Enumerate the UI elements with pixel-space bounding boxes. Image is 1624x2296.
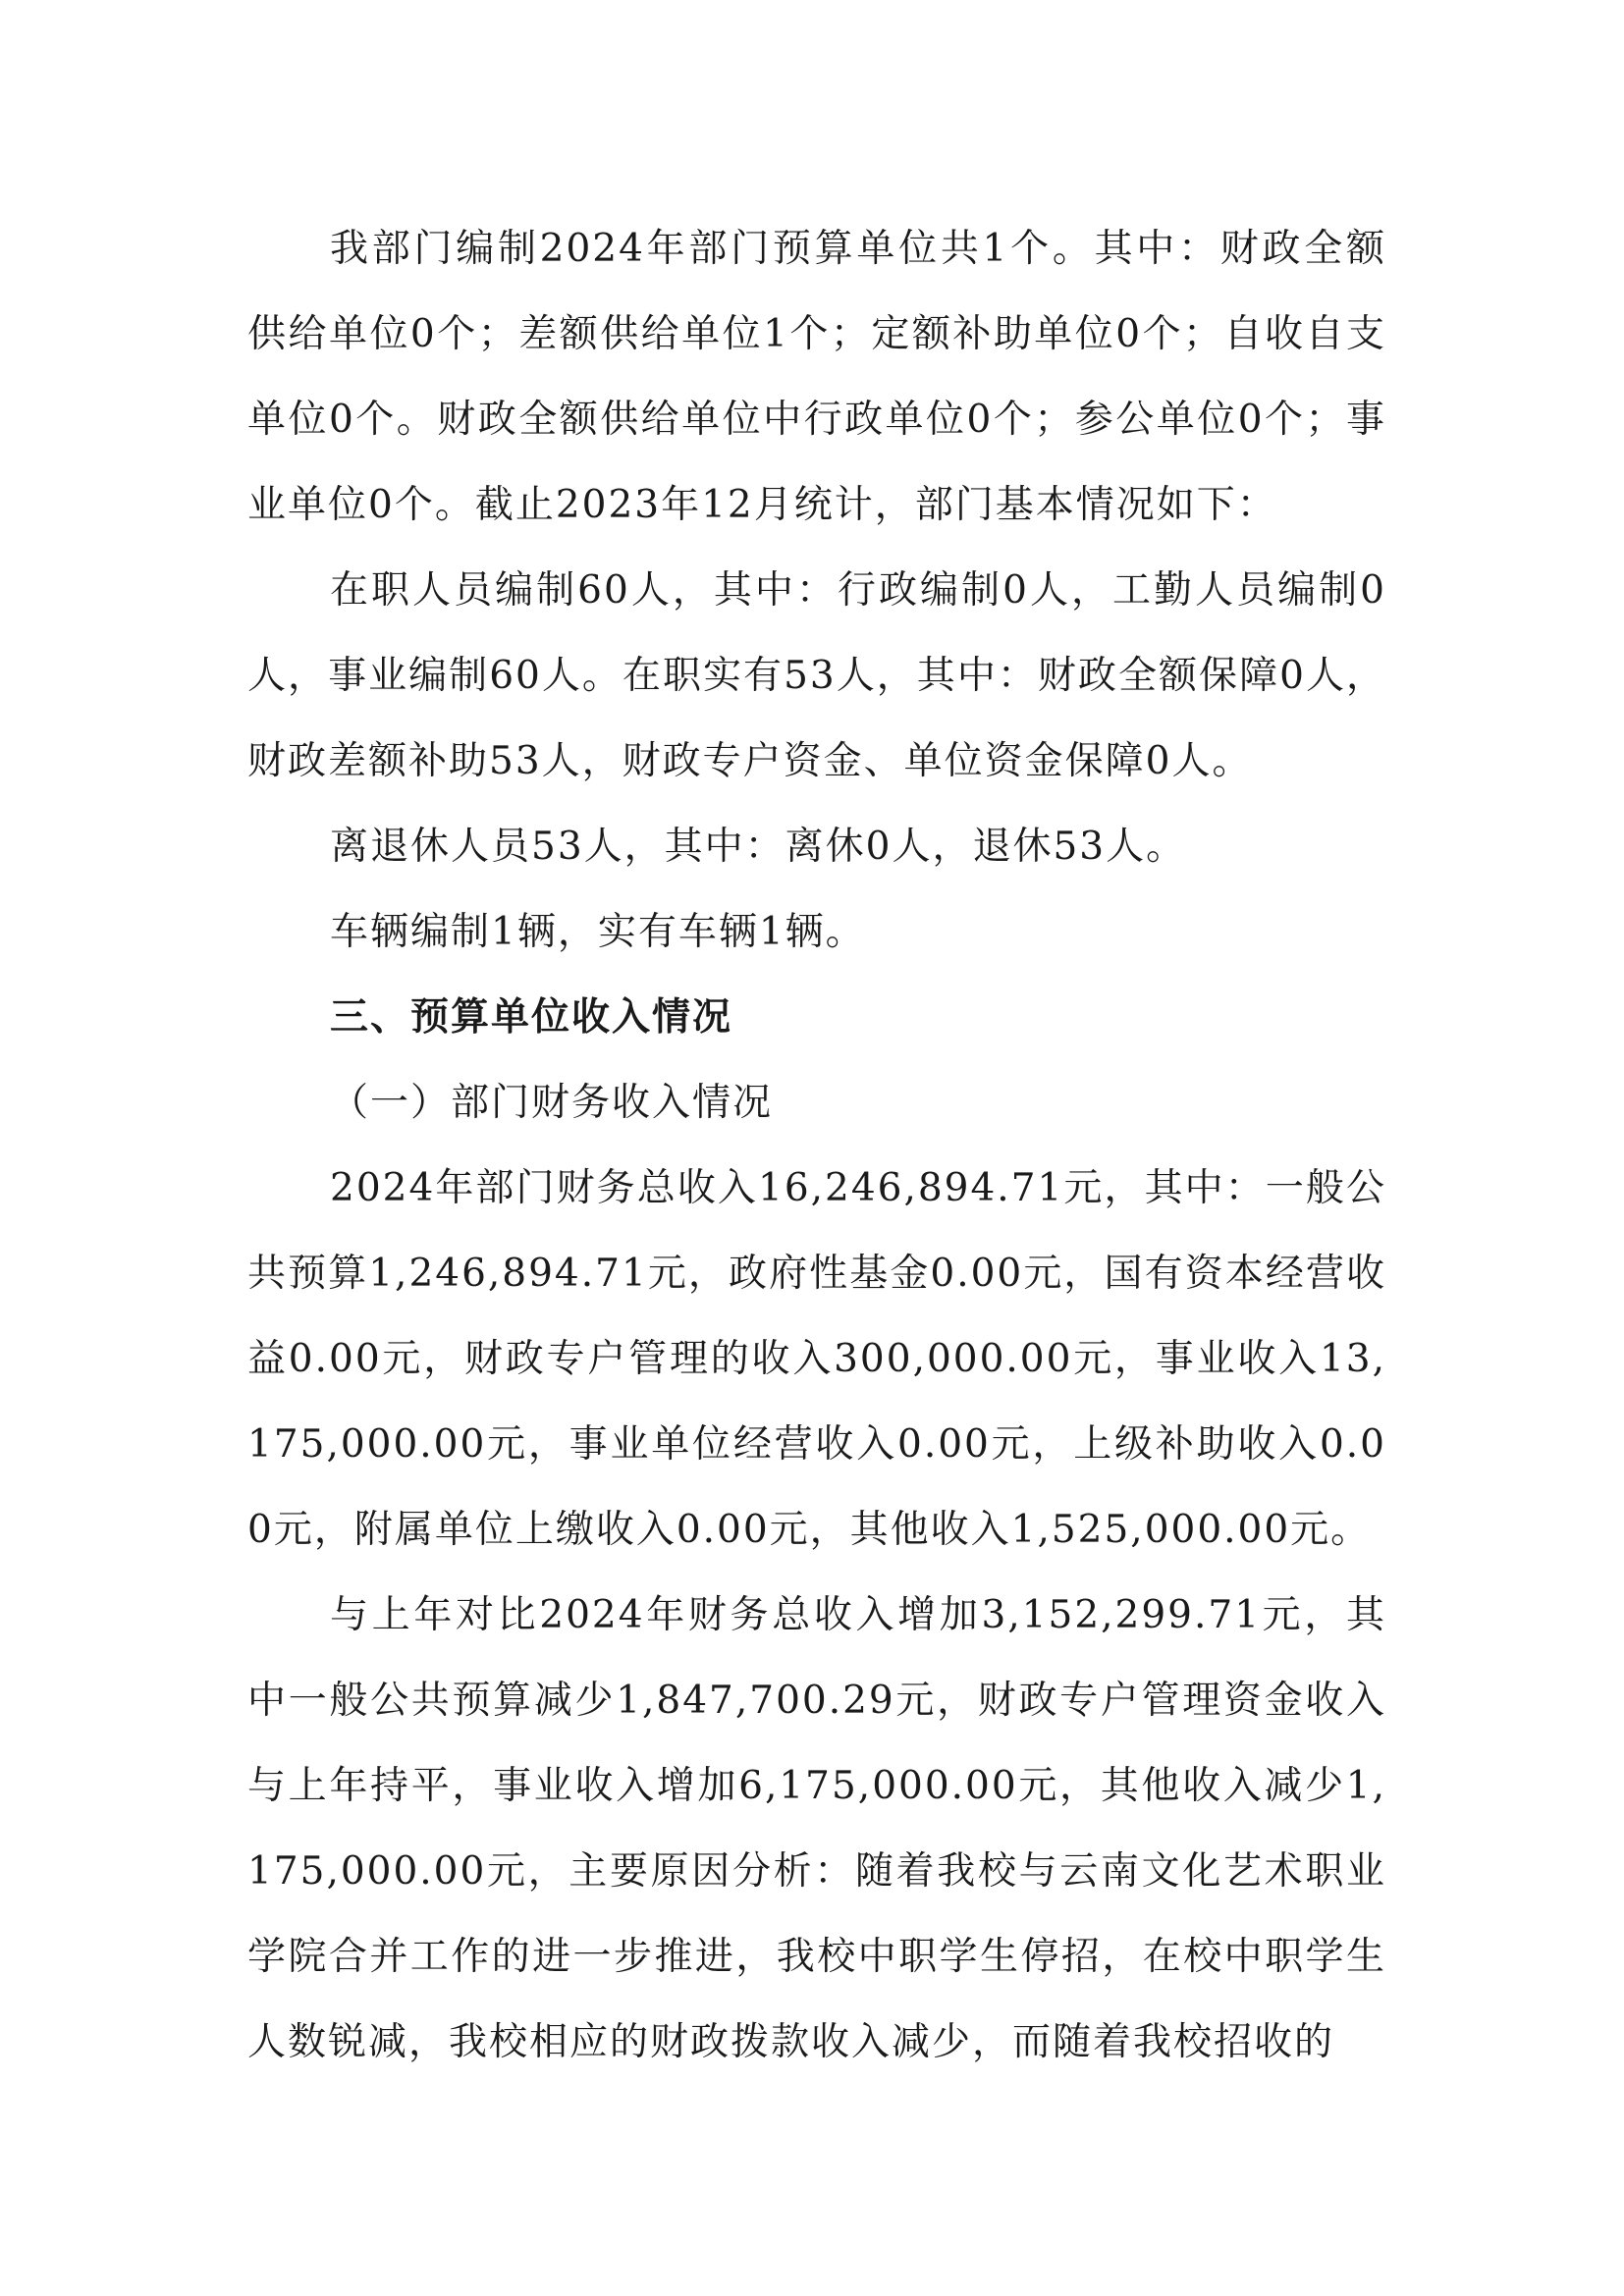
paragraph-income-breakdown: 2024年部门财务总收入16,246,894.71元，其中：一般公共预算1,246,894.71元，政府性基金0.00元，国有资本经营收益0.00元，财政专户管理的收入300,000.00元，事业收入13,175,000.00元，事业单位经营收入0.00元，上级补助收入0.00元，附属单位上缴收入0.00元，其他收入1,525,000.00元。 [247,1166,1386,1552]
document-body [247,206,1386,2085]
paragraph-income-comparison: 与上年对比2024年财务总收入增加3,152,299.71元，其中一般公共预算减少1,847,700.29元，财政专户管理资金收入与上年持平，事业收入增加6,175,000.00元，其他收入减少1,175,000.00元，主要原因分析：随着我校与云南文化艺术职业学院合并工作的进一步推进，我校中职学生停招，在校中职学生人数锐减，我校相应的财政拨款收入减少，而随着我校招收的 [247,1593,1386,2064]
subsection-heading-financial-income: （一）部门财务收入情况 [330,1081,774,1125]
paragraph-staff-quota: 在职人员编制60人，其中：行政编制0人，工勤人员编制0人，事业编制60人。在职实有53人，其中：财政全额保障0人，财政差额补助53人，财政专户资金、单位资金保障0人。 [247,568,1386,783]
paragraph-retirees: 离退休人员53人，其中：离休0人，退休53人。 [330,825,1187,869]
paragraph-unit-overview: 我部门编制2024年部门预算单位共1个。其中：财政全额供给单位0个；差额供给单位1个；定额补助单位0个；自收自支单位0个。财政全额供给单位中行政单位0个；参公单位0个；事业单位0个。截止2023年12月统计，部门基本情况如下： [247,227,1386,527]
section-heading-income: 三、预算单位收入情况 [330,995,733,1040]
paragraph-vehicles: 车辆编制1辆，实有车辆1辆。 [330,910,866,954]
